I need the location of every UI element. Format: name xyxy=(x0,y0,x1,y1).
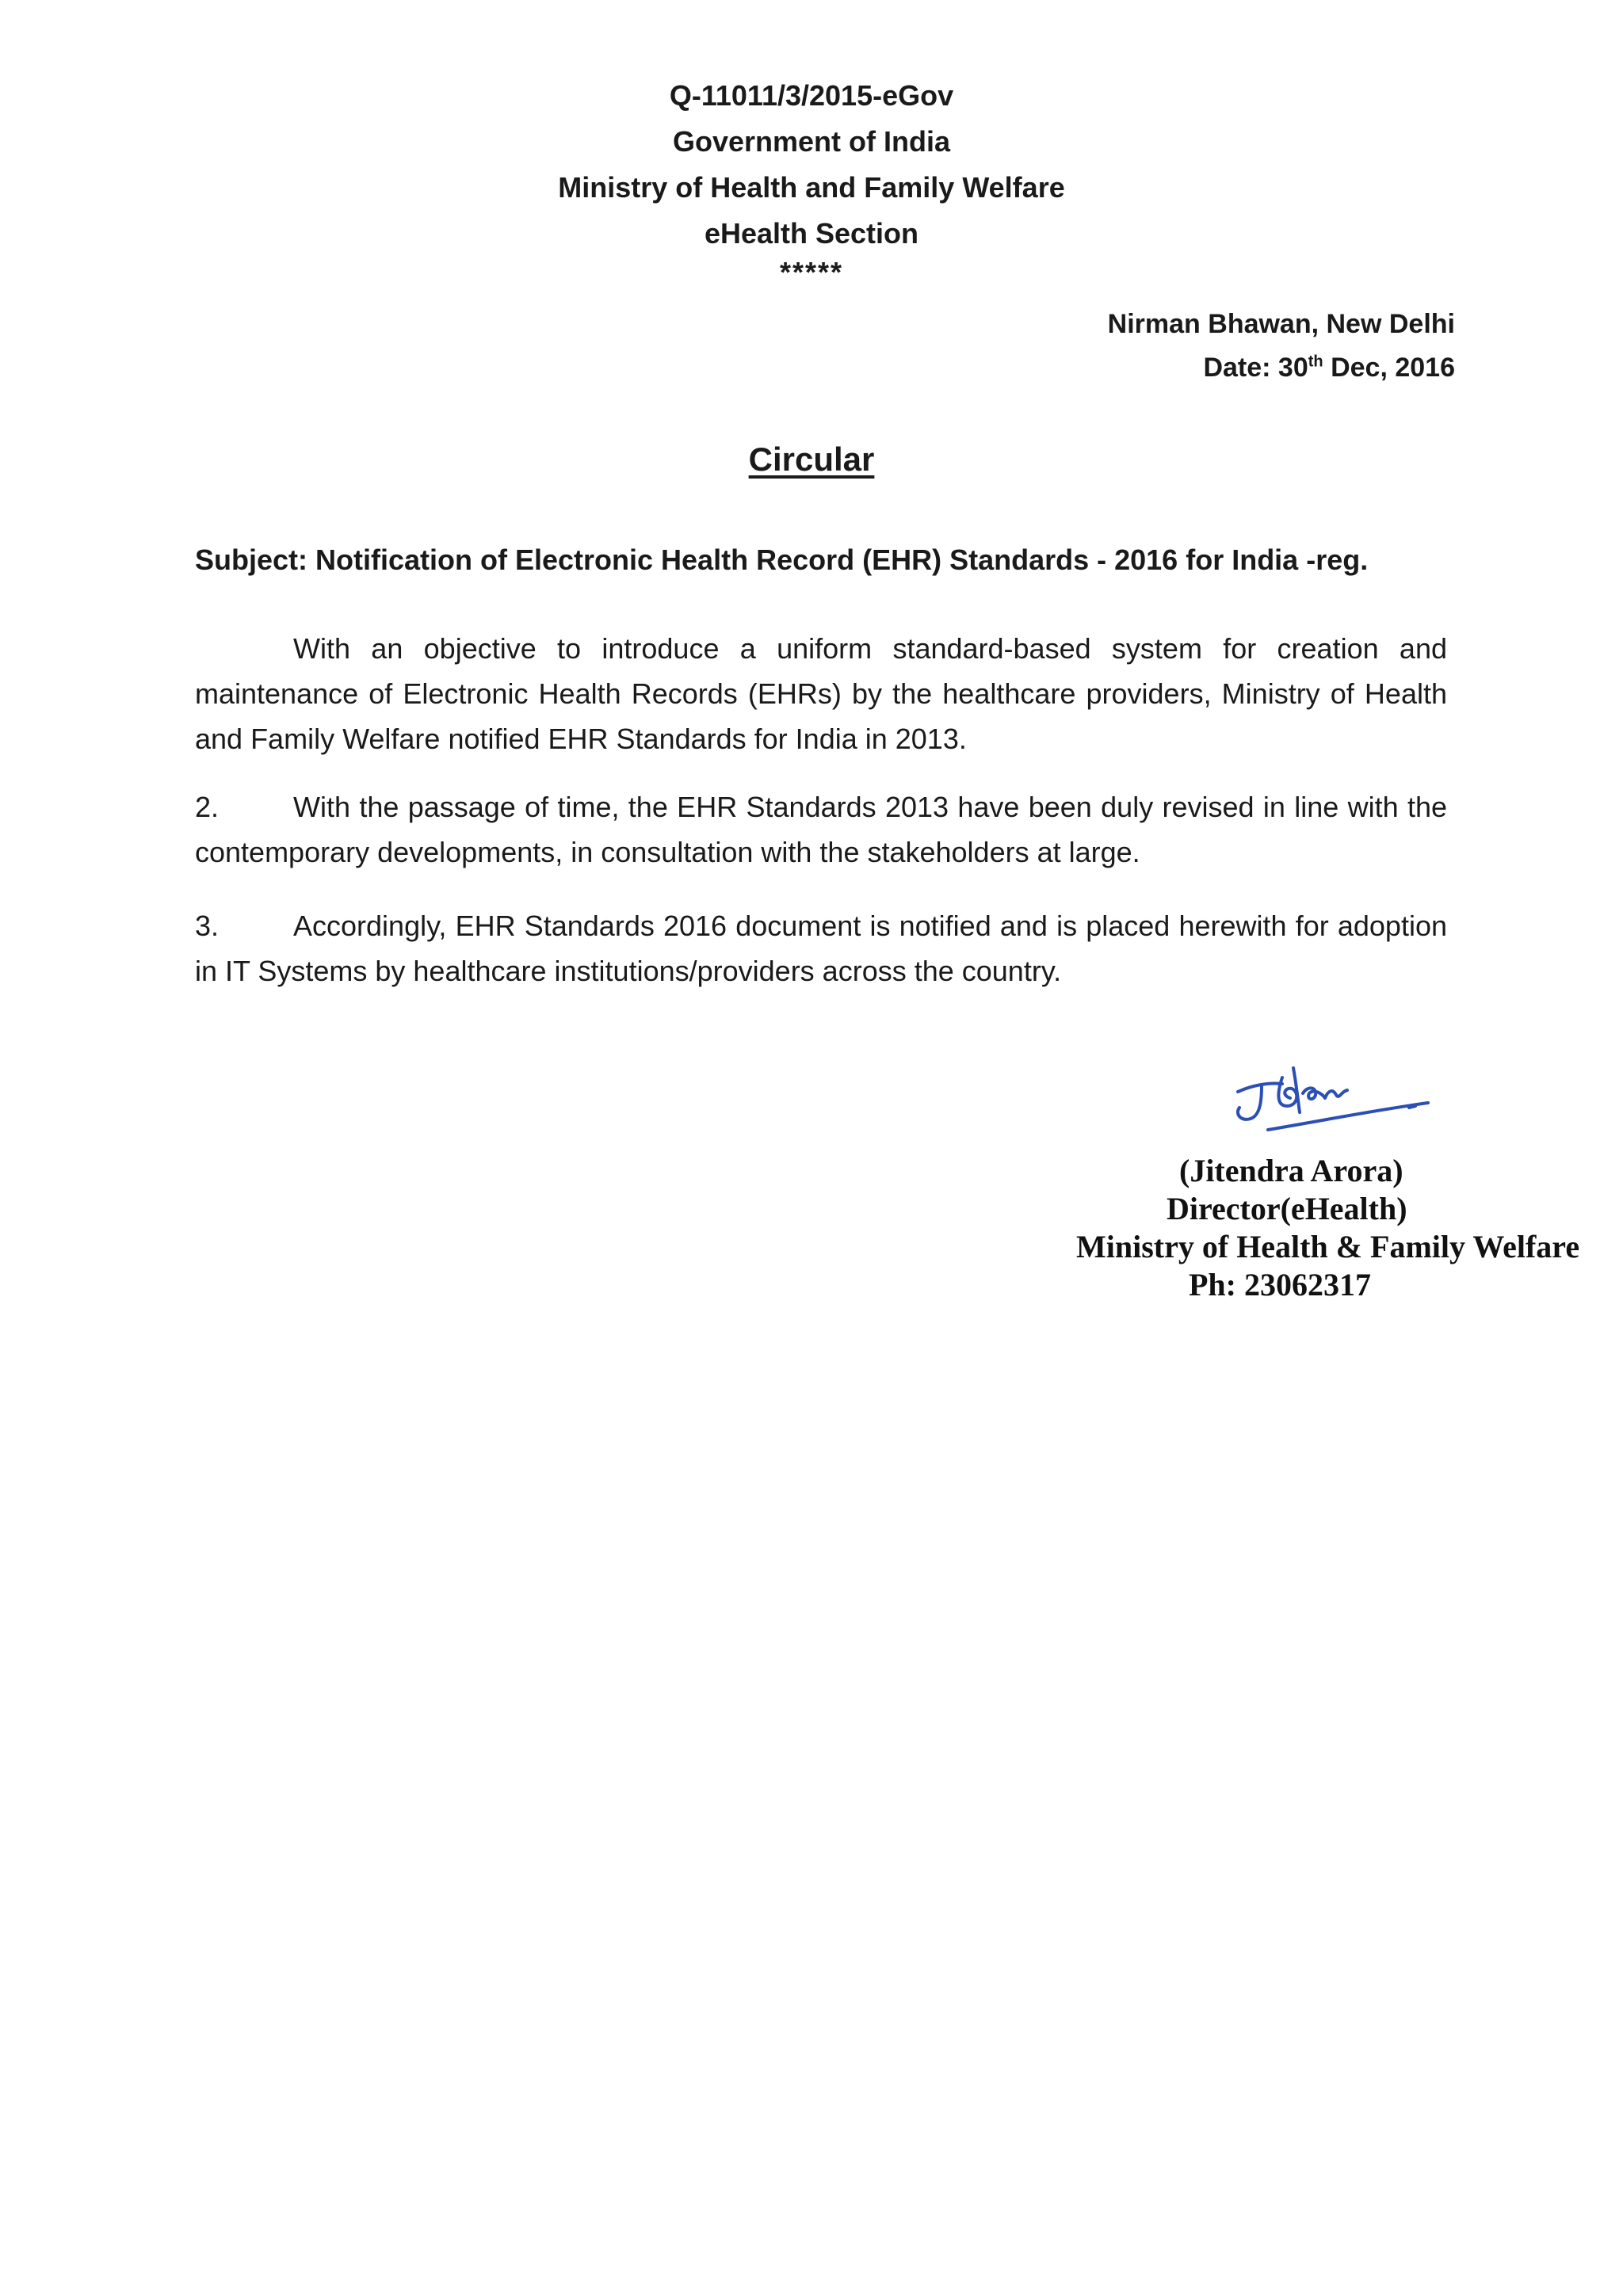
paragraph-1 xyxy=(195,626,1447,761)
paragraph-3 xyxy=(195,903,1447,994)
date-prefix: Date: 30 xyxy=(1203,353,1308,383)
paragraph-2 xyxy=(195,784,1447,875)
signatory-ministry: Ministry of Health & Family Welfare xyxy=(1076,1229,1580,1264)
date-ordinal: th xyxy=(1308,353,1323,371)
reference-number: Q-11011/3/2015-eGov xyxy=(669,79,954,112)
government-name: Government of India xyxy=(672,125,951,158)
ministry-name: Ministry of Health and Family Welfare xyxy=(558,171,1065,204)
page-title: Circular xyxy=(748,441,875,478)
date-rest: Dec, 2016 xyxy=(1323,353,1455,383)
place: Nirman Bhawan, New Delhi xyxy=(1107,309,1455,339)
paragraph-2-text: With the passage of time, the EHR Standards 2013 have been duly revised in line with the contemporary developments, in consultation with the stakeholders at large. xyxy=(195,791,1447,868)
subject-line: Subject: Notification of Electronic Health Record (EHR) Standards - 2016 for India -reg. xyxy=(195,543,1369,576)
signatory-designation: Director(eHealth) xyxy=(1167,1191,1407,1226)
place-date-block xyxy=(1108,303,1455,390)
handwritten-signature xyxy=(1220,1054,1442,1141)
signatory-block xyxy=(1062,1152,1601,1304)
date xyxy=(1108,346,1455,390)
paragraph-3-text: Accordingly, EHR Standards 2016 document is notified and is placed herewith for adoption in IT Systems by healthcare institutions/providers across the country. xyxy=(195,910,1447,987)
paragraph-2-number: 2. xyxy=(195,791,220,823)
paragraph-3-number: 3. xyxy=(195,910,220,942)
signatory-phone: Ph: 23062317 xyxy=(1189,1267,1371,1302)
signatory-name: (Jitendra Arora) xyxy=(1179,1153,1403,1188)
separator-stars: ***** xyxy=(779,256,844,288)
paragraph-1-text: With an objective to introduce a uniform standard-based system for creation and maintenance of Electronic Health Records (EHRs) by the healthcare providers, Ministry of Health and Family Welfare notified EHR Standards for India in 2013. xyxy=(195,632,1447,755)
section-name: eHealth Section xyxy=(704,217,919,250)
document-header xyxy=(0,73,1623,288)
